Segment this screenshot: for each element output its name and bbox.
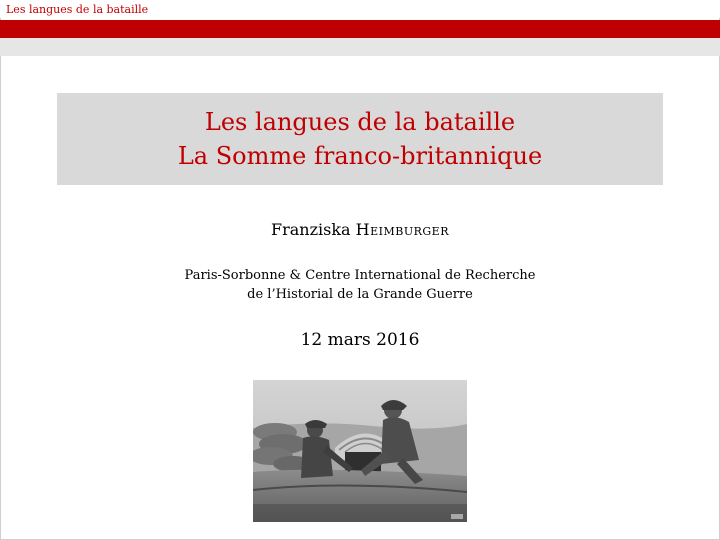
author-name [0, 220, 720, 239]
header-red-band [0, 20, 720, 38]
title-block [57, 93, 663, 185]
header-bar [0, 0, 720, 18]
affiliation-line-2: de l’Historial de la Grande Guerre [247, 287, 473, 302]
header-grey-band [0, 38, 720, 56]
affiliation [0, 266, 720, 304]
author-last-name: Heimburger [355, 220, 449, 239]
affiliation-line-1: Paris-Sorbonne & Centre International de Recherche [184, 268, 536, 283]
trench-photo [253, 380, 467, 522]
header-short-title: Les langues de la bataille [6, 3, 149, 16]
author-first-name: Franziska [271, 220, 356, 239]
presentation-date: 12 mars 2016 [300, 330, 420, 350]
slide-subtitle: La Somme franco-britannique [177, 142, 543, 170]
trench-photo-illustration [253, 380, 467, 522]
slide-title: Les langues de la bataille [204, 108, 516, 136]
